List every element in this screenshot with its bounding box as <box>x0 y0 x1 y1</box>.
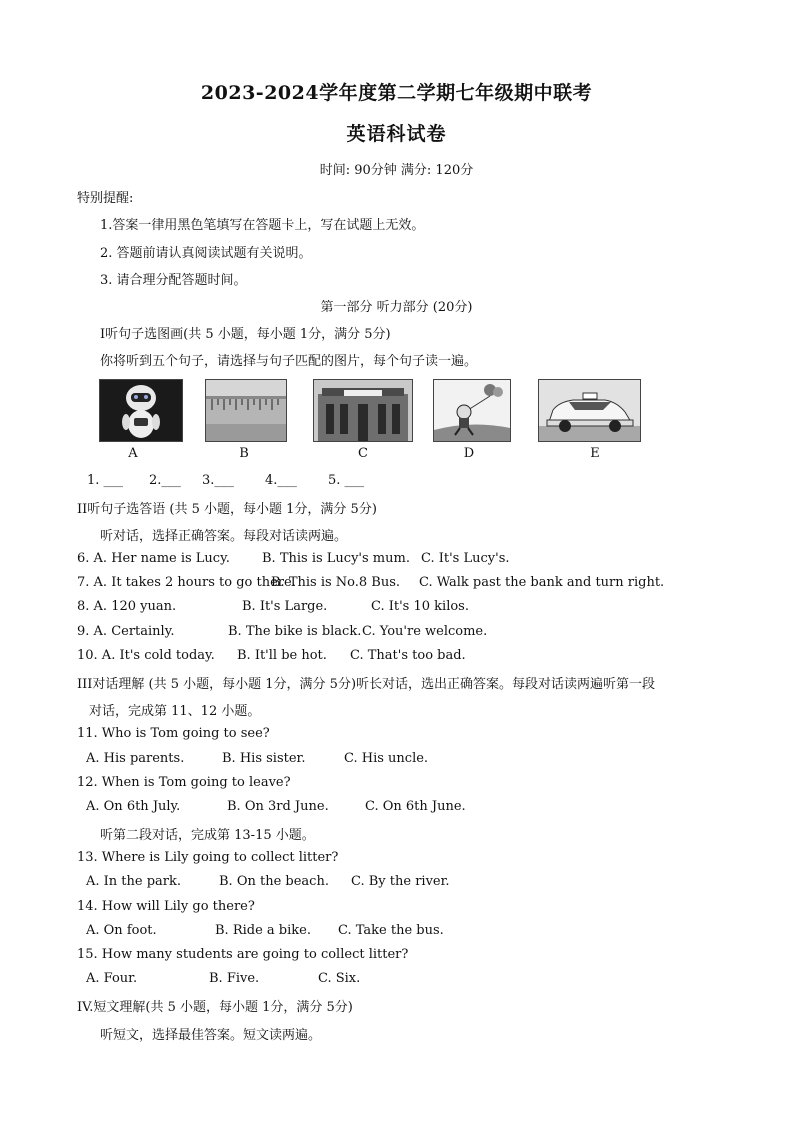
q8-option-b: B. It's Large. <box>242 599 328 614</box>
picture-label-c: C <box>358 446 368 461</box>
q14-question: 14. How will Lily go there? <box>77 899 255 914</box>
q15-option-b: B. Five. <box>209 971 260 986</box>
taxi-image <box>538 379 641 442</box>
q10-option-b: B. It'll be hot. <box>237 648 327 663</box>
q12-question: 12. When is Tom going to leave? <box>77 775 291 790</box>
q13-option-b: B. On the beach. <box>219 874 329 889</box>
section3-title-cont: 对话，完成第 11、12 小题。 <box>89 704 261 719</box>
q14-option-c: C. Take the bus. <box>338 923 444 938</box>
section1-instructions: 你将听到五个句子，请选择与句子匹配的图片，每个句子读一遍。 <box>100 354 478 369</box>
q9-option-a: 9. A. Certainly. <box>77 624 175 639</box>
section3-title: III对话理解 (共 5 小题，每小题 1分，满分 5分)听长对话，选出正确答案。每段对话读两遍听第一段 <box>77 677 656 692</box>
q6-option-b: B. This is Lucy's mum. <box>262 551 410 566</box>
q15-option-c: C. Six. <box>318 971 361 986</box>
q15-question: 15. How many students are going to collect litter? <box>77 947 409 962</box>
notice-item-2: 2. 答题前请认真阅读试题有关说明。 <box>100 246 312 261</box>
q14-option-b: B. Ride a bike. <box>215 923 311 938</box>
section3-instructions-2: 听第二段对话，完成第 13-15 小题。 <box>100 828 315 843</box>
answer-blank-1: 1. ___ <box>87 473 124 488</box>
notice-item-1: 1.答案一律用黑色笔填写在答题卡上，写在试题上无效。 <box>100 218 425 233</box>
q12-option-c: C. On 6th June. <box>365 799 466 814</box>
section4-instructions: 听短文，选择最佳答案。短文读两遍。 <box>100 1028 322 1043</box>
q6-option-c: C. It's Lucy's. <box>421 551 510 566</box>
picture-label-d: D <box>463 446 475 461</box>
q8-option-c: C. It's 10 kilos. <box>371 599 469 614</box>
picture-label-e: E <box>590 446 600 461</box>
q11-option-a: A. His parents. <box>86 751 185 766</box>
exam-title: 2023-2024学年度第二学期七年级期中联考 <box>200 82 593 104</box>
q15-option-a: A. Four. <box>86 971 138 986</box>
q7-option-c: C. Walk past the bank and turn right. <box>419 575 665 590</box>
answer-blank-2: 2.___ <box>149 473 181 488</box>
section2-instructions: 听对话，选择正确答案。每段对话读两遍。 <box>100 529 348 544</box>
q8-option-a: 8. A. 120 yuan. <box>77 599 177 614</box>
section4-title: IV.短文理解(共 5 小题，每小题 1分，满分 5分) <box>77 1000 353 1015</box>
q9-option-c: C. You're welcome. <box>362 624 488 639</box>
q7-option-a: 7. A. It takes 2 hours to go there. <box>77 575 296 590</box>
q7-option-b: B. This is No.8 Bus. <box>271 575 401 590</box>
q10-option-c: C. That's too bad. <box>350 648 466 663</box>
picture-label-b: B <box>239 446 249 461</box>
q12-option-b: B. On 3rd June. <box>227 799 329 814</box>
q13-option-a: A. In the park. <box>86 874 182 889</box>
q13-option-c: C. By the river. <box>351 874 450 889</box>
q14-option-a: A. On foot. <box>86 923 157 938</box>
exam-time-score: 时间: 90分钟 满分: 120分 <box>319 163 474 178</box>
q13-question: 13. Where is Lily going to collect litter? <box>77 850 339 865</box>
section2-title: II听句子选答语 (共 5 小题，每小题 1分，满分 5分) <box>77 502 377 517</box>
picture-label-a: A <box>128 446 138 461</box>
q9-option-b: B. The bike is black. <box>228 624 362 639</box>
notice-item-3: 3. 请合理分配答题时间。 <box>100 273 247 288</box>
building-image <box>313 379 413 442</box>
ruler-image <box>205 379 287 442</box>
q10-option-a: 10. A. It's cold today. <box>77 648 215 663</box>
robot-image <box>99 379 183 442</box>
kite-boy-image <box>433 379 511 442</box>
q6-option-a: 6. A. Her name is Lucy. <box>77 551 230 566</box>
exam-subject: 英语科试卷 <box>346 123 447 145</box>
q11-option-c: C. His uncle. <box>344 751 429 766</box>
answer-blank-3: 3.___ <box>202 473 234 488</box>
q11-option-b: B. His sister. <box>222 751 306 766</box>
q11-question: 11. Who is Tom going to see? <box>77 726 270 741</box>
answer-blank-4: 4.___ <box>265 473 297 488</box>
section1-title: Ⅰ听句子选图画(共 5 小题，每小题 1分，满分 5分) <box>100 327 391 342</box>
notice-heading: 特别提醒: <box>77 191 134 206</box>
answer-blank-5: 5. ___ <box>328 473 365 488</box>
part1-heading: 第一部分 听力部分 (20分) <box>320 300 473 315</box>
q12-option-a: A. On 6th July. <box>86 799 181 814</box>
